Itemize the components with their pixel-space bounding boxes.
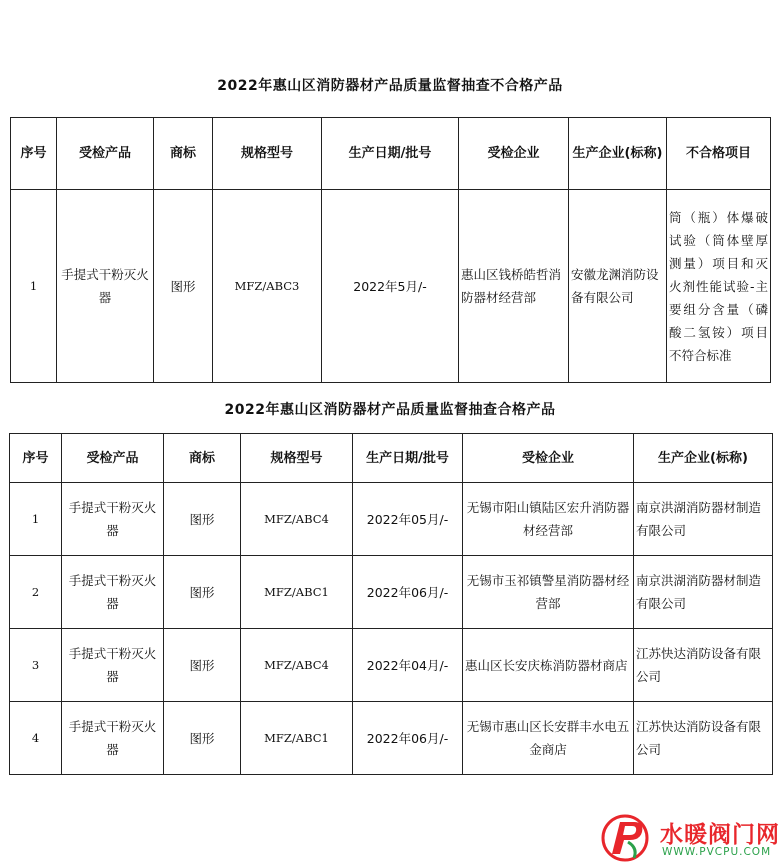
header-date: 生产日期/批号: [322, 118, 459, 190]
pvcpu-logo-icon: [598, 808, 654, 864]
watermark: [598, 808, 778, 864]
header-no: 序号: [11, 118, 57, 190]
table-row: [11, 190, 771, 383]
cell-product: 手提式干粉灭火器: [62, 556, 164, 629]
cell-trademark: 图形: [154, 190, 213, 383]
header-failed-items: 不合格项目: [667, 118, 771, 190]
table-row: [10, 702, 773, 775]
cell-model: MFZ/ABC4: [241, 629, 353, 702]
header-model: 规格型号: [213, 118, 322, 190]
cell-no: 2: [10, 556, 62, 629]
cell-date: 2022年06月/-: [353, 556, 463, 629]
header-manufacturer: 生产企业(标称): [634, 434, 773, 483]
header-inspected-company: 受检企业: [459, 118, 569, 190]
table-header-row: [10, 434, 773, 483]
cell-trademark: 图形: [164, 556, 241, 629]
header-model: 规格型号: [241, 434, 353, 483]
cell-manufacturer: 安徽龙渊消防设备有限公司: [569, 190, 667, 383]
cell-inspected-company: 无锡市惠山区长安群丰水电五金商店: [463, 702, 634, 775]
header-inspected-company: 受检企业: [463, 434, 634, 483]
cell-model: MFZ/ABC4: [241, 483, 353, 556]
header-manufacturer: 生产企业(标称): [569, 118, 667, 190]
cell-manufacturer: 江苏快达消防设备有限公司: [634, 629, 773, 702]
cell-model: MFZ/ABC3: [213, 190, 322, 383]
unqualified-products-table: [10, 117, 771, 383]
cell-no: 1: [11, 190, 57, 383]
cell-trademark: 图形: [164, 483, 241, 556]
cell-no: 3: [10, 629, 62, 702]
cell-product: 手提式干粉灭火器: [57, 190, 154, 383]
cell-manufacturer: 南京洪湖消防器材制造有限公司: [634, 556, 773, 629]
cell-inspected-company: 无锡市阳山镇陆区宏升消防器材经营部: [463, 483, 634, 556]
cell-failed-items: 筒（瓶）体爆破试验（筒体壁厚测量）项目和灭火剂性能试验-主要组分含量（磷酸二氢铵）项目不符合标准: [667, 190, 771, 383]
cell-trademark: 图形: [164, 702, 241, 775]
cell-inspected-company: 惠山区长安庆栋消防器材商店: [463, 629, 634, 702]
cell-date: 2022年04月/-: [353, 629, 463, 702]
header-trademark: 商标: [154, 118, 213, 190]
table-row: [10, 556, 773, 629]
header-no: 序号: [10, 434, 62, 483]
watermark-site-name: 水暖阀门网: [660, 822, 780, 848]
header-product: 受检产品: [62, 434, 164, 483]
cell-date: 2022年06月/-: [353, 702, 463, 775]
header-date: 生产日期/批号: [353, 434, 463, 483]
unqualified-table-title: 2022年惠山区消防器材产品质量监督抽查不合格产品: [217, 78, 563, 94]
cell-product: 手提式干粉灭火器: [62, 702, 164, 775]
cell-manufacturer: 江苏快达消防设备有限公司: [634, 702, 773, 775]
cell-model: MFZ/ABC1: [241, 556, 353, 629]
cell-no: 1: [10, 483, 62, 556]
header-product: 受检产品: [57, 118, 154, 190]
cell-product: 手提式干粉灭火器: [62, 483, 164, 556]
cell-inspected-company: 无锡市玉祁镇警星消防器材经营部: [463, 556, 634, 629]
cell-date: 2022年5月/-: [322, 190, 459, 383]
table-row: [10, 483, 773, 556]
qualified-table-title: 2022年惠山区消防器材产品质量监督抽查合格产品: [224, 402, 556, 418]
header-trademark: 商标: [164, 434, 241, 483]
cell-manufacturer: 南京洪湖消防器材制造有限公司: [634, 483, 773, 556]
cell-model: MFZ/ABC1: [241, 702, 353, 775]
cell-product: 手提式干粉灭火器: [62, 629, 164, 702]
watermark-url: WWW.PVCPU.COM: [662, 846, 772, 858]
table-row: [10, 629, 773, 702]
cell-date: 2022年05月/-: [353, 483, 463, 556]
qualified-products-table: [9, 433, 773, 775]
cell-inspected-company: 惠山区钱桥皓哲消防器材经营部: [459, 190, 569, 383]
cell-no: 4: [10, 702, 62, 775]
table-header-row: [11, 118, 771, 190]
cell-trademark: 图形: [164, 629, 241, 702]
